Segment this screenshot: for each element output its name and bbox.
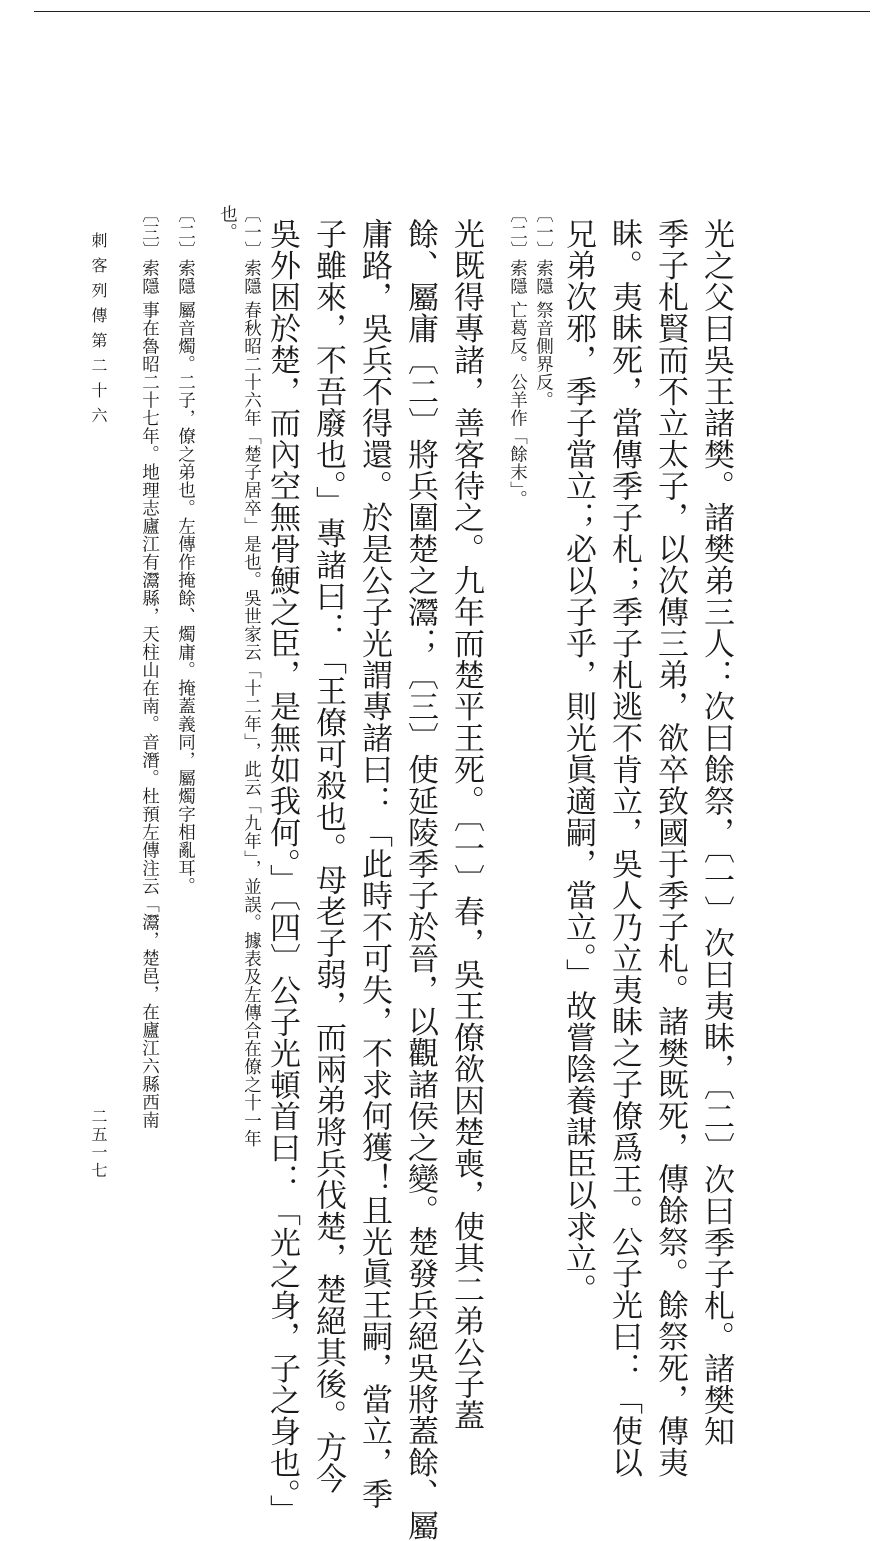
text-column: 吳外困於楚，而內空無骨鯁之臣，是無如我何。」〔四〕公子光頓首曰：「光之身，子之身也。」 xyxy=(264,218,300,1526)
text-column: 光之父曰吳王諸樊。諸樊弟三人：次曰餘祭，〔一〕次曰夷眛，〔二〕次曰季子札。諸樊知 xyxy=(698,218,734,1447)
commentary-note: 〔二〕索隱 亡葛反。公羊作「餘末」。 xyxy=(507,205,528,509)
text-column: 庸路，吳兵不得還。於是公子光謂專諸曰：「此時不可失，不求何獲！且光眞王嗣，當立，季 xyxy=(356,218,392,1510)
top-rule xyxy=(34,11,870,12)
commentary-note: 也。 xyxy=(217,205,238,241)
page-number: 二五一七 xyxy=(89,1108,108,1180)
text-column: 兄弟次邪，季子當立；必以子乎，則光眞適嗣，當立。」故嘗陰養謀臣以求立。 xyxy=(560,218,596,1305)
commentary-note: 〔二〕索隱 屬音燭。二子，僚之弟也。左傳作掩餘、燭庸。掩蓋義同，屬燭字相亂耳。 xyxy=(175,205,196,896)
text-column: 餘、屬庸〔二〕將兵圍楚之灊；〔三〕使延陵季子於晉，以觀諸侯之變。楚發兵絕吳將蓋餘、屬 xyxy=(402,218,438,1541)
commentary-note: 〔三〕索隱 事在魯昭二十七年。地理志廬江有灊縣，天柱山在南。音潛。杜預左傳注云「灊，楚邑，在廬江六縣西南 xyxy=(139,205,160,1130)
text-column: 季子札賢而不立太子，以次傳三弟，欲卒致國于季子札。諸樊既死，傳餘祭。餘祭死，傳夷 xyxy=(652,218,688,1478)
commentary-note: 〔一〕索隱 祭音側界反。 xyxy=(533,205,554,410)
text-column: 眛。夷眛死，當傳季子札；季子札逃不肯立，吳人乃立夷眛之子僚爲王。公子光曰：「使以 xyxy=(606,218,642,1478)
commentary-note: 〔一〕索隱 春秋昭二十六年「楚子居卒」是也。吳世家云「十二年」，此云「九年」，並誤。據表及左傳合在僚之十一年 xyxy=(241,205,262,1148)
running-title: 刺客列傳第二十六 xyxy=(89,232,108,432)
text-column: 子雖來，不吾廢也。」專諸曰：「王僚可殺也。母老子弱，而兩弟將兵伐楚，楚絕其後。方今 xyxy=(310,218,346,1494)
text-column: 光既得專諸，善客待之。九年而楚平王死。〔一〕春，吳王僚欲因楚喪，使其二弟公子蓋 xyxy=(448,218,484,1431)
